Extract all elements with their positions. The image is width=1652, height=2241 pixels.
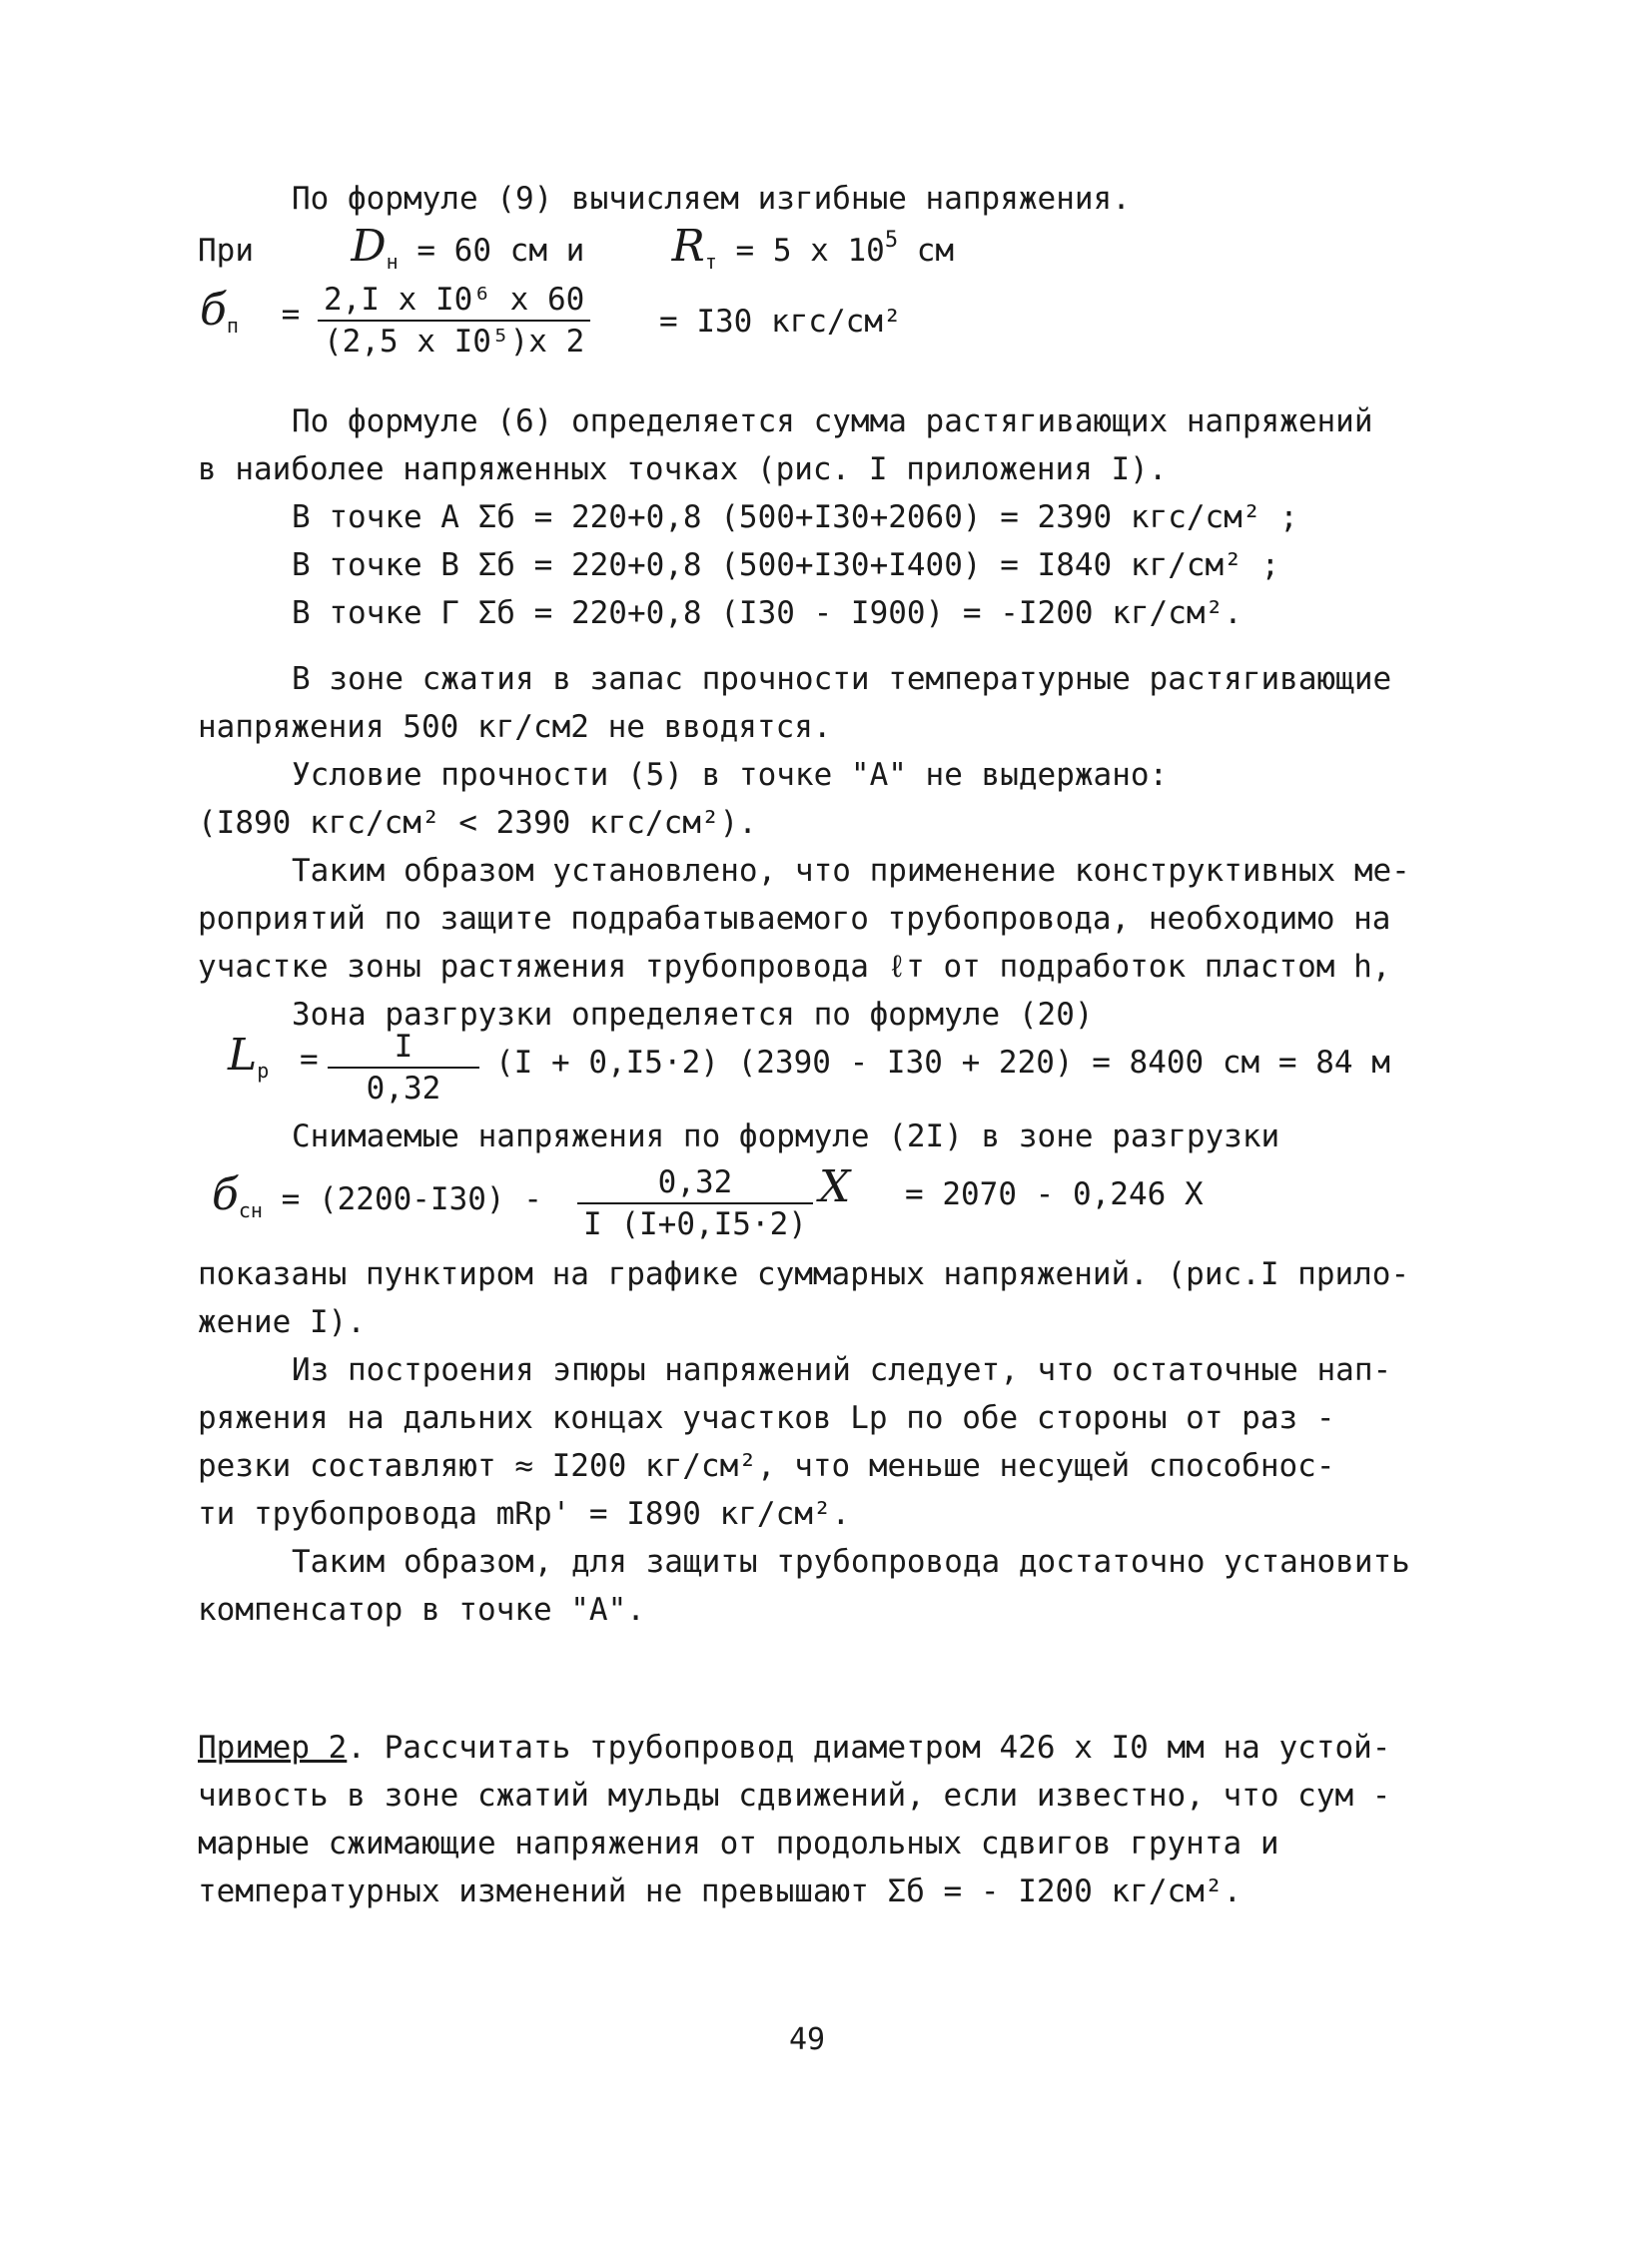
formula-prefix: = (2200-I30) - xyxy=(281,1181,542,1217)
text-line: В точке В Σб = 220+0,8 (500+I30+I400) = I840 кг/см² ; xyxy=(292,547,1280,583)
text-line: По формуле (6) определяется сумма растягивающих напряжений xyxy=(292,403,1373,439)
symbol-subscript: сн xyxy=(238,1198,263,1222)
symbol-rm: R xyxy=(671,221,705,272)
symbol-subscript: р xyxy=(257,1059,270,1083)
text-line: (I890 кгс/см² < 2390 кгс/см²). xyxy=(198,805,757,841)
text-line: участке зоны растяжения трубопровода ℓт от подработок пластом h, xyxy=(198,949,1391,985)
text-line: марные сжимающие напряжения от продольных сдвигов грунта и xyxy=(198,1826,1279,1862)
text-fragment: = 5 х 10 xyxy=(735,233,885,269)
text-line: роприятий по защите подрабатываемого трубопровода, необходимо на xyxy=(198,901,1391,937)
condition-line xyxy=(198,222,954,276)
text-line: В зоне сжатия в запас прочности температурные растягивающие xyxy=(292,661,1392,697)
text-line: в наиболее напряженных точках (рис. I приложения I). xyxy=(198,451,1168,487)
text-line: ти трубопровода mRр' = I890 кг/см². xyxy=(198,1496,851,1532)
text-line: показаны пунктиром на графике суммарных напряжений. (рис.I прило- xyxy=(198,1256,1410,1292)
text-line: В точке А Σб = 220+0,8 (500+I30+2060) = 2390 кгс/см² ; xyxy=(292,499,1298,535)
fraction-denominator: 0,32 xyxy=(366,1071,441,1107)
symbol-l: L xyxy=(228,1030,258,1081)
text-line: жение I). xyxy=(198,1304,366,1340)
symbol-dn: D xyxy=(351,221,387,272)
text-fragment: = 60 см и xyxy=(416,233,585,269)
symbol-subscript: т xyxy=(704,250,717,274)
unit: см xyxy=(916,233,955,269)
fraction xyxy=(328,1027,479,1109)
text-line: В точке Г Σб = 220+0,8 (I30 - I900) = -I200 кг/см². xyxy=(292,595,1242,631)
text-line: Из построения эпюры напряжений следует, что остаточные нап- xyxy=(292,1352,1392,1388)
text-line: ряжения на дальних концах участков Lр по обе стороны от раз - xyxy=(198,1400,1335,1436)
text-line: Таким образом, для защиты трубопровода достаточно установить xyxy=(292,1544,1410,1580)
text-fragment: . Рассчитать трубопровод диаметром 426 х I0 мм на устой- xyxy=(347,1730,1391,1766)
example-label: Пример 2 xyxy=(198,1730,348,1766)
formula-result: = I30 кгс/см² xyxy=(659,304,902,340)
text-line: Зона разгрузки определяется по формуле (20) xyxy=(292,997,1094,1033)
fraction xyxy=(577,1162,813,1244)
text-line: Снимаемые напряжения по формуле (2I) в зоне разгрузки xyxy=(292,1119,1280,1154)
text-line: компенсатор в точке "А". xyxy=(198,1592,645,1628)
formula-rest: (I + 0,I5·2) (2390 - I30 + 220) = 8400 см = 84 м xyxy=(495,1045,1390,1081)
exponent: 5 xyxy=(884,228,899,253)
text-line: Таким образом установлено, что применение конструктивных ме- xyxy=(292,853,1410,889)
variable-x: X xyxy=(819,1161,851,1212)
equals-sign: = xyxy=(281,297,301,333)
fraction-numerator: 0,32 xyxy=(577,1162,813,1204)
symbol-subscript: н xyxy=(386,250,399,274)
symbol-subscript: п xyxy=(226,314,239,338)
text-line: По формуле (9) вычисляем изгибные напряжения. xyxy=(292,181,1131,217)
formula-rest: = 2070 - 0,246 X xyxy=(905,1176,1204,1212)
fraction-denominator: (2,5 x I0⁵)x 2 xyxy=(324,324,585,360)
page-number: 49 xyxy=(789,2022,826,2057)
example-line xyxy=(198,1724,1390,1773)
equals-sign: = xyxy=(299,1042,319,1078)
fraction xyxy=(318,280,590,362)
symbol-sigma: б xyxy=(200,285,227,336)
fraction-numerator: 2,I x I0⁶ x 60 xyxy=(318,280,590,322)
fraction-denominator: I (I+0,I5·2) xyxy=(583,1206,807,1242)
text-line: резки составляют ≈ I200 кг/см², что меньше несущей способнос- xyxy=(198,1448,1335,1484)
text-line: чивость в зоне сжатий мульды сдвижений, если известно, что сум - xyxy=(198,1778,1391,1814)
text-line: Условие прочности (5) в точке "А" не выдержано: xyxy=(292,757,1169,793)
fraction-numerator: I xyxy=(328,1027,479,1069)
text-fragment: При xyxy=(198,233,254,269)
symbol-sigma: б xyxy=(212,1169,239,1220)
text-line: напряжения 500 кг/см2 не вводятся. xyxy=(198,709,832,745)
text-line: температурных изменений не превышают Σб = - I200 кг/см². xyxy=(198,1873,1242,1909)
